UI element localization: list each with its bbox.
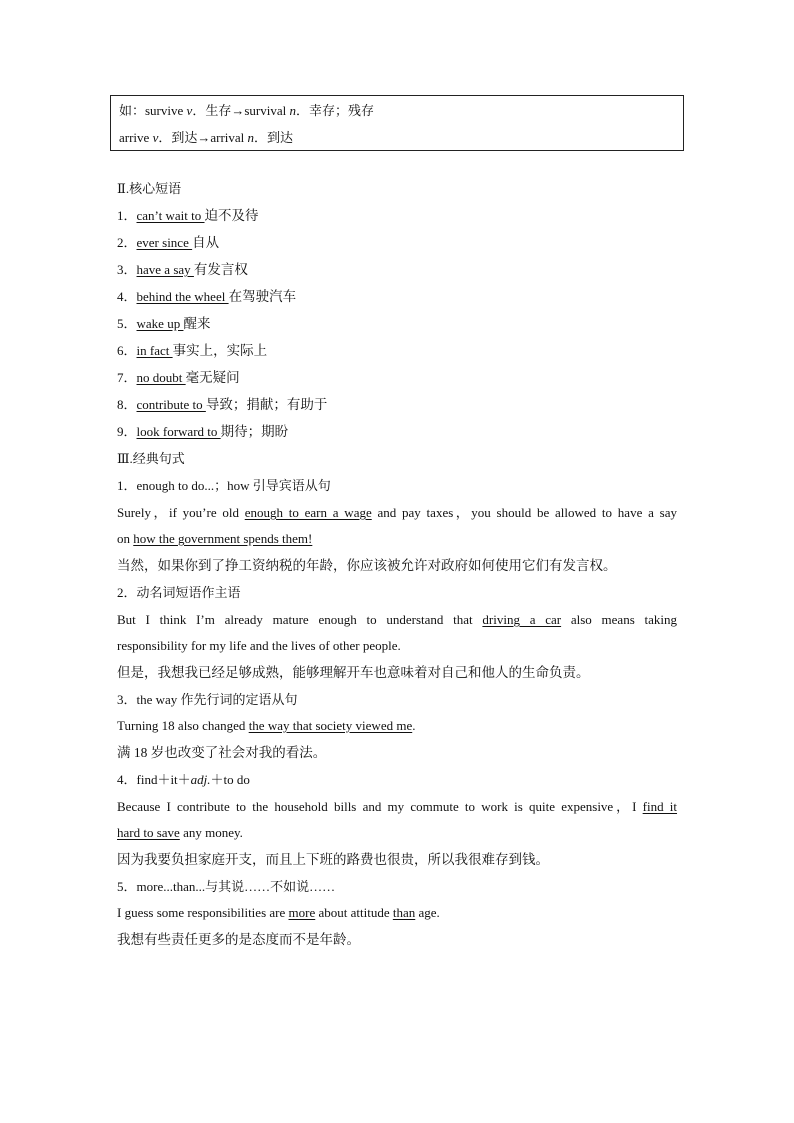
sentence-4-english-line-2: hard to save any money. [117,825,243,840]
phrase-item: 1．can’t wait to 迫不及待 [117,208,259,223]
phrase-item: 3．have a say 有发言权 [117,262,248,277]
phrase-item: 9．look forward to 期待；期盼 [117,424,289,439]
sentence-1-english-line-2: on how the government spends them! [117,531,313,546]
sentence-2-english-line-2: responsibility for my life and the lives of other people. [117,638,401,653]
phrase-item: 6．in fact 事实上，实际上 [117,343,268,358]
sentence-2-chinese: 但是，我想我已经足够成熟，能够理解开车也意味着对自己和他人的生命负责。 [117,665,590,680]
sentence-title-4: 4．find＋it＋adj.＋to do [117,772,250,787]
sentence-title-2: 2．动名词短语作主语 [117,585,241,600]
sentence-title-5: 5．more...than...与其说……不如说…… [117,879,336,894]
phrase-item: 7．no doubt 毫无疑问 [117,370,240,385]
section-heading-phrases: Ⅱ.核心短语 [117,181,182,196]
phrase-item: 4．behind the wheel 在驾驶汽车 [117,289,297,304]
sentence-title-3: 3．the way 作先行词的定语从句 [117,692,298,707]
sentence-5-chinese: 我想有些责任更多的是态度而不是年龄。 [117,932,360,947]
main-content [117,175,677,953]
example-box [110,95,684,151]
section-heading-sentences: Ⅲ.经典句式 [117,451,185,466]
phrase-item: 5．wake up 醒来 [117,316,211,331]
sentence-2-english-line-1: But I think I’m already mature enough to understand that driving a car also means taking [117,612,677,627]
phrase-item: 8．contribute to 导致；捐献；有助于 [117,397,328,412]
example-line-1: 如：survive v．生存→survival n．幸存；残存 [119,103,374,118]
sentence-5-english: I guess some responsibilities are more about attitude than age. [117,905,440,920]
sentence-4-chinese: 因为我要负担家庭开支，而且上下班的路费也很贵，所以我很难存到钱。 [117,852,549,867]
sentence-3-english: Turning 18 also changed the way that society viewed me. [117,718,416,733]
sentence-1-english-line-1: Surely，if you’re old enough to earn a wage and pay taxes，you should be allowed to have a say [117,505,677,520]
example-line-2: arrive v．到达→arrival n．到达 [119,130,294,145]
sentence-1-chinese: 当然，如果你到了挣工资纳税的年龄，你应该被允许对政府如何使用它们有发言权。 [117,558,617,573]
sentence-title-1: 1．enough to do...；how 引导宾语从句 [117,478,331,493]
sentence-3-chinese: 满 18 岁也改变了社会对我的看法。 [117,745,327,760]
sentence-4-english-line-1: Because I contribute to the household bills and my commute to work is quite expensive，I find it [117,799,678,814]
phrase-item: 2．ever since 自从 [117,235,220,250]
